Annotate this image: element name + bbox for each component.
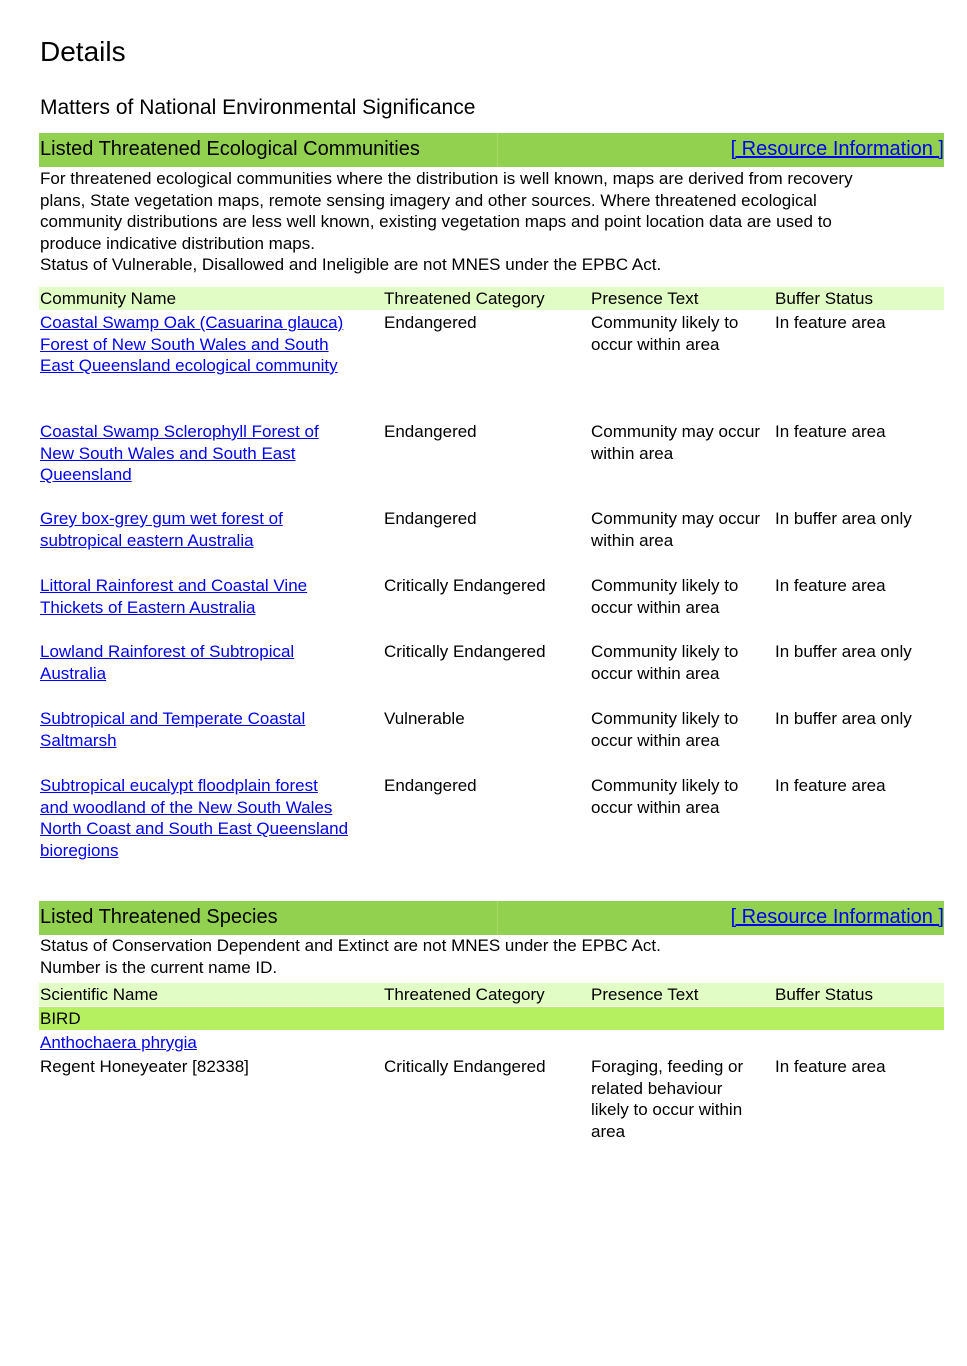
species-intro-line: Status of Conservation Dependent and Extinct are not MNES under the EPBC Act. <box>40 936 661 955</box>
col-header-scientific-name: Scientific Name <box>40 984 159 1004</box>
threatened-category: Endangered <box>384 776 477 795</box>
tec-section-title: Listed Threatened Ecological Communities <box>40 138 420 161</box>
threatened-category: Vulnerable <box>384 709 465 728</box>
buffer-status: In buffer area only <box>775 642 912 661</box>
community-link[interactable] <box>40 312 380 377</box>
community-link[interactable] <box>40 708 380 751</box>
presence-text <box>591 1056 771 1142</box>
buffer-status: In feature area <box>775 422 886 441</box>
threatened-category: Endangered <box>384 509 477 528</box>
community-name-line: Coastal Swamp Sclerophyll Forest of <box>40 422 319 441</box>
tec-section-header <box>39 133 944 167</box>
col-header-threatened-category: Threatened Category <box>384 984 545 1004</box>
presence-line: likely to occur within <box>591 1100 743 1119</box>
threatened-category: Critically Endangered <box>384 642 546 661</box>
community-link[interactable] <box>40 421 380 486</box>
community-name-line: Subtropical and Temperate Coastal <box>40 709 306 728</box>
community-name-line: Thickets of Eastern Australia <box>40 597 256 617</box>
presence-line: related behaviour <box>591 1078 723 1098</box>
page-title: Details <box>40 36 126 67</box>
presence-line: occur within area <box>591 797 720 817</box>
tec-intro <box>40 168 940 276</box>
community-link[interactable] <box>40 508 380 551</box>
header-divider <box>497 901 498 935</box>
presence-text <box>591 421 771 464</box>
tec-intro-line: produce indicative distribution maps. <box>40 233 315 253</box>
page-subtitle: Matters of National Environmental Significance <box>40 96 476 119</box>
presence-line: occur within area <box>591 597 720 617</box>
community-name-line: East Queensland ecological community <box>40 356 338 375</box>
col-header-presence-text: Presence Text <box>591 984 699 1004</box>
presence-text <box>591 575 771 618</box>
community-name-line: subtropical eastern Australia <box>40 530 254 550</box>
community-name-line: and woodland of the New South Wales <box>40 797 333 817</box>
col-header-buffer-status: Buffer Status <box>775 288 873 308</box>
col-header-threatened-category: Threatened Category <box>384 288 545 308</box>
tec-intro-line: plans, State vegetation maps, remote sensing imagery and other sources. Where threatened ecological <box>40 190 817 210</box>
community-name-line: Australia <box>40 663 107 683</box>
species-group-row <box>39 1007 944 1030</box>
community-link[interactable] <box>40 775 380 861</box>
header-divider <box>497 133 498 167</box>
community-name-line: Saltmarsh <box>40 730 117 750</box>
species-section-title: Listed Threatened Species <box>40 906 278 929</box>
presence-line: Foraging, feeding or <box>591 1057 744 1076</box>
presence-line: Community likely to <box>591 776 739 795</box>
community-name-line: Queensland <box>40 465 132 484</box>
presence-line: Community may occur <box>591 422 761 441</box>
community-name-line: bioregions <box>40 840 119 860</box>
species-common-name: Regent Honeyeater [82338] <box>40 1057 249 1076</box>
species-section-header <box>39 901 944 935</box>
threatened-category: Critically Endangered <box>384 576 546 595</box>
tec-intro-line: For threatened ecological communities where the distribution is well known, maps are derived from recovery <box>40 169 853 188</box>
presence-text <box>591 508 771 551</box>
presence-line: occur within area <box>591 730 720 750</box>
tec-table-header <box>39 287 944 310</box>
presence-line: area <box>591 1121 626 1141</box>
community-name-line: Coastal Swamp Oak (Casuarina glauca) <box>40 313 344 332</box>
presence-line: occur within area <box>591 334 720 354</box>
presence-text <box>591 708 771 751</box>
presence-line: within area <box>591 443 674 463</box>
species-scientific-link[interactable]: Anthochaera phrygia <box>40 1033 197 1052</box>
presence-line: Community may occur <box>591 509 761 528</box>
buffer-status: In feature area <box>775 1057 886 1076</box>
threatened-category: Endangered <box>384 313 477 332</box>
presence-text <box>591 775 771 818</box>
community-name-line: New South Wales and South East <box>40 443 296 463</box>
col-header-presence-text: Presence Text <box>591 288 699 308</box>
species-intro <box>40 935 940 978</box>
community-name-line: Littoral Rainforest and Coastal Vine <box>40 576 308 595</box>
presence-line: Community likely to <box>591 642 739 661</box>
presence-line: Community likely to <box>591 709 739 728</box>
community-name-line: Lowland Rainforest of Subtropical <box>40 642 295 661</box>
species-intro-line: Number is the current name ID. <box>40 957 278 977</box>
presence-line: Community likely to <box>591 313 739 332</box>
presence-line: within area <box>591 530 674 550</box>
buffer-status: In buffer area only <box>775 509 912 528</box>
tec-resource-link[interactable]: [ Resource Information ] <box>730 138 944 161</box>
buffer-status: In feature area <box>775 576 886 595</box>
col-header-buffer-status: Buffer Status <box>775 984 873 1004</box>
col-header-community-name: Community Name <box>40 288 177 308</box>
community-name-line: Grey box-grey gum wet forest of <box>40 509 283 528</box>
species-resource-link[interactable]: [ Resource Information ] <box>730 906 944 929</box>
tec-intro-line: community distributions are less well known, existing vegetation maps and point location data are used to <box>40 212 832 231</box>
presence-text <box>591 641 771 684</box>
presence-line: Community likely to <box>591 576 739 595</box>
buffer-status: In buffer area only <box>775 709 912 728</box>
community-name-line: Forest of New South Wales and South <box>40 334 329 354</box>
buffer-status: In feature area <box>775 776 886 795</box>
species-group-label: BIRD <box>40 1008 81 1028</box>
species-table-header <box>39 983 944 1006</box>
buffer-status: In feature area <box>775 313 886 332</box>
community-name-line: Subtropical eucalypt floodplain forest <box>40 776 318 795</box>
community-link[interactable] <box>40 575 380 618</box>
presence-text <box>591 312 771 355</box>
community-link[interactable] <box>40 641 380 684</box>
threatened-category: Endangered <box>384 422 477 441</box>
community-name-line: North Coast and South East Queensland <box>40 819 349 838</box>
threatened-category: Critically Endangered <box>384 1057 546 1076</box>
presence-line: occur within area <box>591 663 720 683</box>
tec-intro-line: Status of Vulnerable, Disallowed and Ineligible are not MNES under the EPBC Act. <box>40 255 662 274</box>
